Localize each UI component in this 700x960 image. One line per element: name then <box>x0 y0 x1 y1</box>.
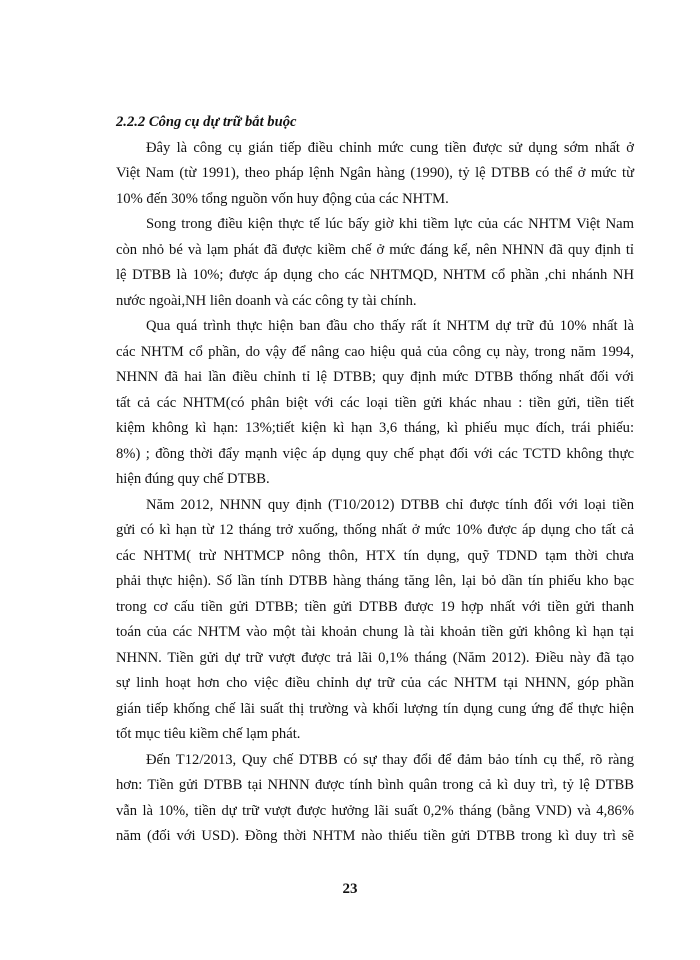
text-line: kiệm không kì hạn: 13%;tiết kiện kì hạn 3,6 tháng, kì phiếu mục đích, trái phiếu: <box>116 420 634 436</box>
text-line: tốt mục tiêu kiềm chế lạm phát. <box>116 726 301 742</box>
text-line: Năm 2012, NHNN quy định (T10/2012) DTBB chỉ được tính đối với loại tiền <box>146 496 634 513</box>
section-heading: 2.2.2 Công cụ dự trữ bắt buộc <box>116 114 297 130</box>
text-line: các NHTM cổ phần, do vậy để nâng cao hiệu quả của công cụ này, trong năm 1994, <box>116 343 634 360</box>
text-line: trong cơ cấu tiền gửi DTBB; tiền gửi DTBB được 19 hợp nhất với tiền gửi thanh <box>116 598 634 615</box>
text-line: Đây là công cụ gián tiếp điều chỉnh mức cung tiền được sử dụng sớm nhất ở <box>146 139 634 156</box>
paragraph <box>116 748 634 850</box>
paragraphs <box>116 136 634 850</box>
text-line: nước ngoài,NH liên doanh và các công ty tài chính. <box>116 292 417 309</box>
paragraph <box>116 493 634 748</box>
text-line: Song trong điều kiện thực tế lúc bấy giờ khi tiềm lực của các NHTM Việt Nam <box>146 216 634 232</box>
text-line: các NHTM( trừ NHTMCP nông thôn, HTX tín dụng, quỹ TDND tạm thời chưa <box>116 547 634 564</box>
text-line: Qua quá trình thực hiện ban đầu cho thấy rất ít NHTM dự trữ đủ 10% nhất là <box>146 318 634 334</box>
text-line: 10% đến 30% tổng nguồn vốn huy động của các NHTM. <box>116 190 449 207</box>
paragraph <box>116 136 634 213</box>
text-line: vẫn là 10%, tiền dự trữ vượt được hưởng lãi suất 0,2% tháng (bằng VND) và 4,86% <box>116 802 634 819</box>
text-line: Đến T12/2013, Quy chế DTBB có sự thay đổi để đảm bảo tính cụ thể, rõ ràng <box>146 751 634 768</box>
text-line: hiện đúng quy chế DTBB. <box>116 471 270 487</box>
paragraph <box>116 212 634 314</box>
text-line: gửi có kì hạn từ 12 tháng trở xuống, thống nhất ở mức 10% được áp dụng cho tất cả <box>116 522 634 538</box>
document-body <box>116 110 634 850</box>
text-line: sự linh hoạt hơn cho việc điều chỉnh dự trữ của các NHTM tại NHNN, góp phần <box>116 675 634 691</box>
text-line: lệ DTBB là 10%; được áp dụng cho các NHTMQD, NHTM cổ phần ,chi nhánh NH <box>116 267 634 283</box>
text-line: Việt Nam (từ 1991), theo pháp lệnh Ngân hàng (1990), tỷ lệ DTBB có thể ở mức từ <box>116 165 634 181</box>
page-number: 23 <box>342 881 358 897</box>
text-line: gián tiếp khống chế lãi suất thị trường và khối lượng tín dụng cung ứng để thực hiện <box>116 700 634 717</box>
text-line: còn nhỏ bé và lạm phát đã được kiềm chế ở mức đáng kể, nên NHNN đã quy định tỉ <box>116 241 634 258</box>
text-line: tất cả các NHTM(có phân biệt với các loại tiền gửi khác nhau : tiền gửi, tiền tiết <box>116 394 634 411</box>
text-line: NHNN đã hai lần điều chỉnh tỉ lệ DTBB; quy định mức DTBB thống nhất đối với <box>116 369 634 385</box>
text-line: năm (đối với USD). Đồng thời NHTM nào thiếu tiền gửi DTBB trong kì duy trì sẽ <box>116 828 634 844</box>
text-line: toán của các NHTM vào một tài khoản chung là tài khoản tiền gửi không kì hạn tại <box>116 624 634 640</box>
text-line: 8%) ; đồng thời đẩy mạnh việc áp dụng quy chế phạt đối với các TCTD không thực <box>116 445 634 462</box>
text-line: hơn: Tiền gửi DTBB tại NHNN được tính bình quân trong cả kì duy trì, tỷ lệ DTBB <box>116 777 634 793</box>
paragraph <box>116 314 634 493</box>
text-line: NHNN. Tiền gửi dự trữ vượt được trả lãi 0,1% tháng (Năm 2012). Điều này đã tạo <box>116 649 634 666</box>
text-line: phải thực hiện). Số lần tính DTBB hàng tháng tăng lên, lại bỏ dần tín phiếu kho bạc <box>116 573 634 589</box>
